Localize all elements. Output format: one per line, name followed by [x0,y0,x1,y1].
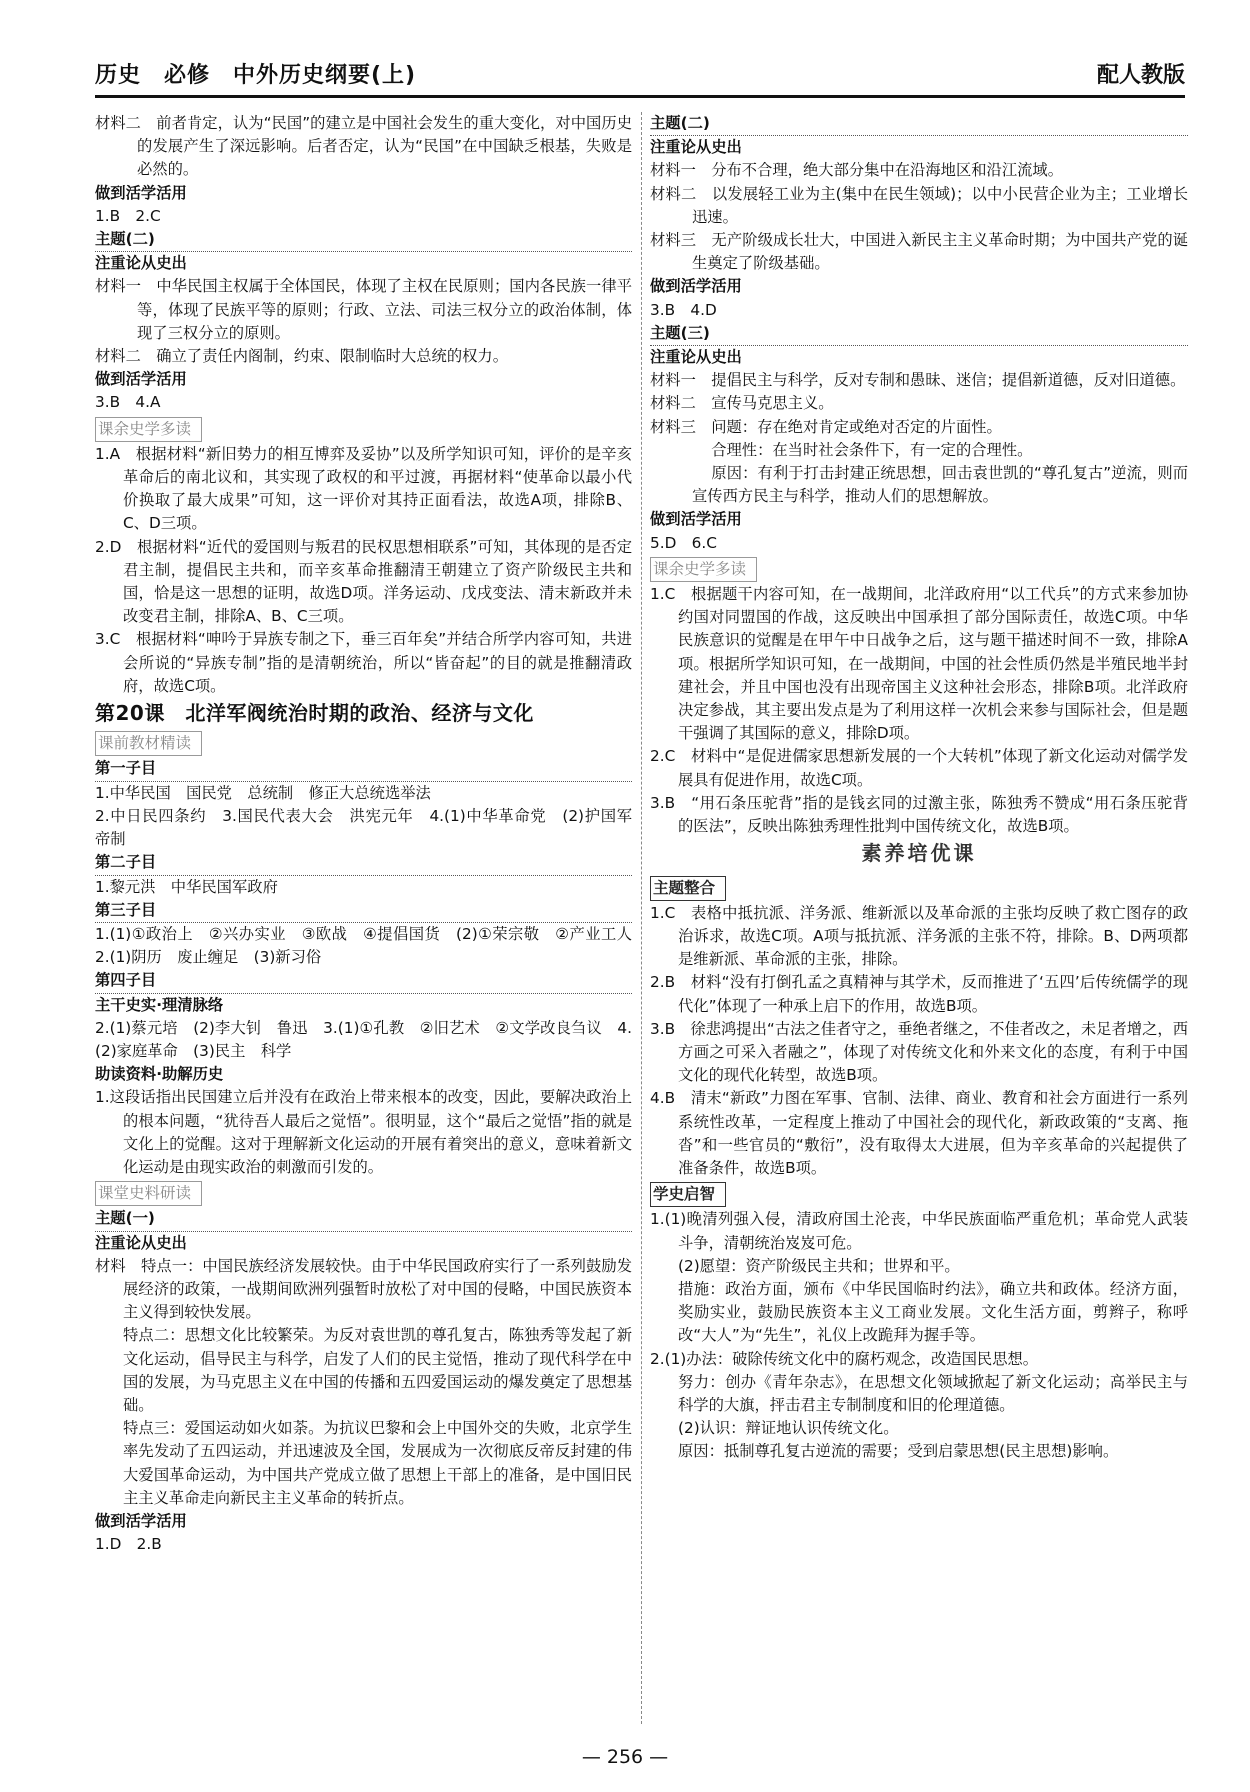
text-paragraph: 1.D 2.B [95,1535,162,1554]
topic-heading: 第二子目 [95,851,632,875]
section-box-label: 学史启智 [650,1182,726,1207]
topic-heading: 第四子目 [95,969,632,993]
text-paragraph: 1.A 根据材料“新旧势力的相互博弈及妥协”以及所学知识可知，评价的是辛亥革命后的南北议和，其实现了政权的和平过渡，再据材料“使革命以最小代价换取了最大成果”可知，这一评价对其持正面看法，故选A项，排除B、C、D三项。 [95,444,632,533]
text-paragraph: 5.D 6.C [650,533,717,552]
subheading: 做到活学活用 [95,1511,187,1530]
section-box [650,555,1188,583]
text-paragraph: 材料二 以发展轻工业为主(集中在民生领域)；以中小民营企业为主；工业增长迅速。 [650,184,1188,226]
text-paragraph: 努力：创办《青年杂志》，在思想文化领域掀起了新文化运动；高举民主与科学的大旗，抨击君主专制制度和旧的伦理道德。 [678,1372,1188,1414]
text-paragraph: 材料二 前者肯定，认为“民国”的建立是中国社会发生的重大变化，对中国历史的发展产生了深远影响。后者否定，认为“民国”在中国缺乏根基，失败是必然的。 [95,114,632,179]
page-header [95,55,1185,98]
text-paragraph: 特点二：思想文化比较繁荣。为反对袁世凯的尊孔复古，陈独秀等发起了新文化运动，倡导民主与科学，启发了人们的民主觉悟，推动了现代科学在中国的发展，为马克思主义在中国的传播和五四爱国运动的爆发奠定了思想基础。 [123,1326,632,1414]
text-paragraph: 2.B 材料“没有打倒孔孟之真精神与其学术，反而推进了‘五四’后传统儒学的现代化”体现了一种承上启下的作用，故选B项。 [650,973,1188,1015]
subheading: 做到活学活用 [650,277,742,296]
text-paragraph: 特点三：爱国运动如火如荼。为抗议巴黎和会上中国外交的失败，北京学生率先发动了五四运动，并迅速波及全国，发展成为一次彻底反帝反封建的伟大爱国革命运动，为中国共产党成立做了思想上干部上的准备，是中国旧民主主义革命走向新民主主义革命的转折点。 [123,1419,632,1507]
text-paragraph: 3.B 徐悲鸿提出“古法之佳者守之，垂绝者继之，不佳者改之，未足者增之，西方画之可采入者融之”，体现了对传统文化和外来文化的态度，有利于中国文化的现代化转型，故选B项。 [650,1019,1188,1085]
text-paragraph: 材料一 提倡民主与科学，反对专制和愚昧、迷信；提倡新道德，反对旧道德。 [650,371,1186,390]
text-paragraph: (2)愿望：资产阶级民主共和；世界和平。 [678,1256,960,1275]
topic-heading: 第一子目 [95,757,632,781]
section-box-label: 课堂史料研读 [95,1181,202,1206]
text-paragraph: 1.中华民国 国民党 总统制 修正大总统选举法 [95,783,431,802]
lesson-title: 第20课 北洋军阀统治时期的政治、经济与文化 [95,701,534,726]
text-paragraph: 材料一 中华民国主权属于全体国民，体现了主权在民原则；国内各民族一律平等，体现了民族平等的原则；行政、立法、司法三权分立的政治体制，体现了三权分立的原则。 [95,277,632,342]
text-paragraph: 材料 特点一：中国民族经济发展较快。由于中华民国政府实行了一系列鼓励发展经济的政策，一战期间欧洲列强暂时放松了对中国的侵略，中国民族资本主义得到较快发展。 [95,1256,632,1322]
left-column [95,112,648,1556]
text-paragraph: 措施：政治方面，颁布《中华民国临时约法》，确立共和政体。经济方面，奖励实业，鼓励民族资本主义工商业发展。文化生活方面，剪辫子，称呼改“大人”为“先生”，礼仪上改跪拜为握手等。 [678,1279,1188,1345]
section-box [650,1180,1188,1208]
text-paragraph: 2.(1)办法：破除传统文化中的腐朽观念，改造国民思想。 [650,1349,1039,1368]
topic-heading: 主题(一) [95,1207,632,1231]
edition-label: 配人教版 [1096,63,1185,88]
text-paragraph: 材料二 宣传马克思主义。 [650,394,834,413]
section-box [95,1179,632,1207]
section-box-label: 课余史学多读 [95,417,202,442]
subheading: 做到活学活用 [650,510,742,529]
section-box-label: 课余史学多读 [650,557,757,582]
text-paragraph: 3.B “用石条压驼背”指的是钱玄同的过激主张，陈独秀不赞成“用石条压驼背的医法”，反映出陈独秀理性批判中国传统文化，故选B项。 [650,793,1188,836]
page-number: — 256 — [581,1746,669,1768]
subheading: 注重论从史出 [95,1233,187,1252]
text-paragraph: 1.B 2.C [95,206,161,225]
text-paragraph: 合理性：在当时社会条件下，有一定的合理性。 [650,440,1033,459]
subheading: 注重论从史出 [650,138,742,157]
text-paragraph: 原因：抵制尊孔复古逆流的需要；受到启蒙思想(民主思想)影响。 [678,1442,1119,1461]
text-paragraph: 材料三 无产阶级成长壮大，中国进入新民主主义革命时期；为中国共产党的诞生奠定了阶级基础。 [650,231,1188,273]
book-title: 历史 必修 中外历史纲要(上) [95,63,417,88]
text-paragraph: 3.C 根据材料“呻吟于异族专制之下，垂三百年矣”并结合所学内容可知，共进会所说的“异族专制”指的是清朝统治，所以“皆奋起”的目的就是推翻清政府，故选C项。 [95,630,632,695]
section-box [650,874,1188,902]
text-paragraph: 4.B 清末“新政”力图在军事、官制、法律、商业、教育和社会方面进行一系列系统性改革，一定程度上推动了中国社会的现代化，新政政策的“支离、拖沓”和一些官员的“敷衍”，没有取得太大进展，但为辛亥革命的兴起提供了准备条件，故选B项。 [650,1089,1188,1177]
text-paragraph: 3.B 4.D [650,300,717,319]
text-paragraph: (2)认识：辩证地认识传统文化。 [678,1419,899,1438]
subheading: 助读资料·助解历史 [95,1065,224,1084]
text-paragraph: 1.黎元洪 中华民国军政府 [95,877,278,896]
text-paragraph: 1.C 根据题干内容可知，在一战期间，北洋政府用“以工代兵”的方式来参加协约国对同盟国的作战，这反映出中国承担了部分国际责任，故选C项。中华民族意识的觉醒是在甲午中日战争之后，这与题干描述时间不一致，排除A项。根据所学知识可知，在一战期间，中国的社会性质仍然是半殖民地半封建社会，并且中国也没有出现帝国主义这种社会形态，排除B项。北洋政府决定参战，其主要出发点是为了利用这样一次机会来参与国际社会，但是题干强调了其国际的意义，排除D项。 [650,585,1188,743]
text-paragraph: 1.(1)①政治上 ②兴办实业 ③欧战 ④提倡国货 (2)①荣宗敬 ②产业工人 2.(1)阴历 废止缠足 (3)新习俗 [95,924,648,967]
subheading: 做到活学活用 [95,370,187,389]
subheading: 注重论从史出 [650,348,742,367]
text-paragraph: 1.C 表格中抵抗派、洋务派、维新派以及革命派的主张均反映了救亡图存的政治诉求，故选C项。A项与抵抗派、洋务派的主张不符，排除。B、D两项都是维新派、革命派的主张，排除。 [650,903,1188,969]
topic-heading: 主题(二) [650,112,1188,136]
text-paragraph: 材料二 确立了责任内阁制，约束、限制临时大总统的权力。 [95,347,509,366]
section-title: 素养培优课 [861,841,977,866]
text-paragraph: 材料三 问题：存在绝对肯定或绝对否定的片面性。 [650,417,1002,436]
topic-heading: 主题(二) [95,228,632,252]
text-paragraph: 2.C 材料中“是促进儒家思想新发展的一个大转机”体现了新文化运动对儒学发展具有促进作用，故选C项。 [650,747,1188,789]
topic-heading: 第三子目 [95,899,632,923]
right-column [650,112,1188,1464]
section-box-label: 课前教材精读 [95,731,202,756]
text-paragraph: 3.B 4.A [95,393,161,412]
text-paragraph: 1.(1)晚清列强入侵，清政府国土沦丧，中华民族面临严重危机；革命党人武装斗争，清朝统治岌岌可危。 [650,1210,1188,1252]
section-box [95,415,632,443]
subheading: 做到活学活用 [95,183,187,202]
text-paragraph: 2.(1)蔡元培 (2)李大钊 鲁迅 3.(1)①孔教 ②旧艺术 ②文学改良刍议 4.(2)家庭革命 (3)民主 科学 [95,1018,632,1060]
section-box-label: 主题整合 [650,876,726,901]
text-paragraph: 2.中日民四条约 3.国民代表大会 洪宪元年 4.(1)中华革命党 (2)护国军 帝制 [95,806,648,849]
text-paragraph: 1.这段话指出民国建立后并没有在政治上带来根本的改变，因此，要解决政治上的根本问题，“犹待吾人最后之觉悟”。很明显，这个“最后之觉悟”指的就是文化上的觉醒。这对于理解新文化运动的开展有着突出的意义，意味着新文化运动是由现实政治的刺激而引发的。 [95,1088,632,1176]
topic-heading: 主题(三) [650,322,1188,346]
text-paragraph: 原因：有利于打击封建正统思想，回击袁世凯的“尊孔复古”逆流，则而宣传西方民主与科学，推动人们的思想解放。 [650,464,1188,506]
subheading: 注重论从史出 [95,254,187,273]
text-paragraph: 材料一 分布不合理，绝大部分集中在沿海地区和沿江流域。 [650,161,1064,180]
text-paragraph: 2.D 根据材料“近代的爱国则与叛君的民权思想相联系”可知，其体现的是否定君主制，提倡民主共和，而辛亥革命推翻清王朝建立了资产阶级民主共和国，恰是这一思想的证明，故选D项。洋务运动、戊戌变法、清末新政并未改变君主制，排除A、B、C三项。 [95,537,632,626]
subheading: 主干史实·理清脉络 [95,995,224,1014]
column-divider [641,112,643,1724]
section-box [95,729,632,757]
